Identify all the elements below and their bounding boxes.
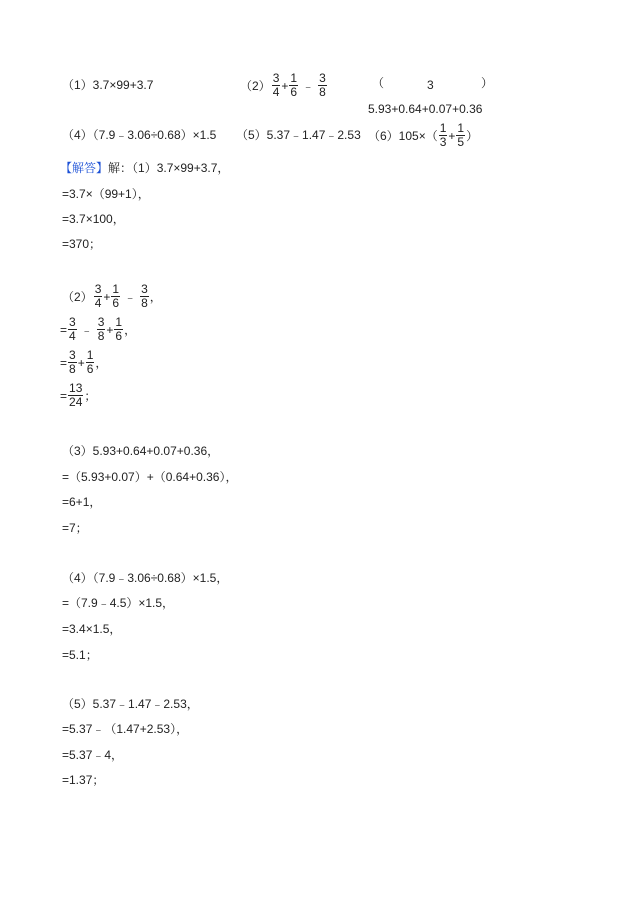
operator: ﹣: [302, 78, 315, 93]
solution-3-step-1: =（5.93+0.07）+（0.64+0.36），: [62, 470, 238, 484]
solution-2-step-1: [60, 316, 136, 343]
denominator: 4: [272, 85, 280, 99]
operator: +: [77, 355, 85, 370]
fraction: [318, 72, 327, 99]
solution-1-head: [60, 161, 229, 175]
answer-tag: 【解答】: [60, 161, 109, 175]
denominator: 6: [290, 85, 298, 99]
fraction: [86, 349, 95, 376]
solution-2-label: （2）: [62, 289, 93, 304]
punctuation: ；: [84, 388, 97, 403]
operator: +: [281, 78, 289, 93]
numerator: 3: [94, 282, 102, 296]
numerator: 1: [86, 348, 94, 362]
numerator: 3: [141, 282, 148, 296]
question-3: 5.93+0.64+0.07+0.36: [368, 102, 483, 116]
denominator: 3: [439, 135, 447, 149]
solution-1-step-2: =3.7×100，: [62, 212, 125, 226]
denominator: 8: [97, 329, 105, 343]
fraction: [68, 316, 77, 343]
fraction: [94, 283, 103, 310]
numerator: 1: [457, 121, 465, 135]
solution-5-step-1: =5.37﹣（1.47+2.53），: [62, 722, 189, 736]
solution-5-step-3: =1.37；: [62, 773, 105, 787]
solution-2-step-3: [60, 382, 96, 409]
question-3-number: 3: [427, 78, 434, 92]
close-paren: ）: [466, 128, 479, 143]
operator: +: [103, 289, 111, 304]
numerator: 1: [112, 282, 120, 296]
denominator: 5: [457, 135, 465, 149]
denominator: 8: [141, 296, 148, 310]
fraction: [140, 283, 149, 310]
numerator: 3: [69, 315, 76, 329]
solution-2-step-2: [60, 349, 107, 376]
numerator: 1: [439, 121, 447, 135]
solution-4-step-3: =5.1；: [62, 648, 98, 662]
question-2: [240, 72, 328, 99]
punctuation: ，: [149, 289, 162, 304]
denominator: 8: [69, 362, 76, 376]
solution-3-step-2: =6+1，: [62, 495, 102, 509]
numerator: 3: [272, 71, 280, 85]
punctuation: ，: [95, 355, 108, 370]
operator: +: [106, 322, 114, 337]
operator: ﹣: [80, 322, 93, 337]
numerator: 3: [97, 315, 105, 329]
solution-3-head: （3）5.93+0.64+0.07+0.36，: [62, 444, 220, 458]
denominator: 6: [112, 296, 120, 310]
operator: +: [448, 128, 456, 143]
numerator: 1: [290, 71, 298, 85]
question-2-label: （2）: [240, 78, 271, 93]
equals-sign: =: [60, 322, 68, 337]
question-6: [368, 122, 478, 149]
numerator: 3: [319, 71, 326, 85]
fraction: [272, 72, 281, 99]
fraction: [289, 72, 298, 99]
solution-1-step-1: =3.7×（99+1），: [62, 187, 150, 201]
numerator: 3: [69, 348, 76, 362]
punctuation: ，: [124, 322, 137, 337]
operator: ﹣: [124, 289, 137, 304]
question-1: （1）3.7×99+3.7: [62, 78, 154, 92]
question-4: （4）（7.9﹣3.06÷0.68）×1.5: [62, 128, 217, 142]
solution-1-expression: 解：（1）3.7×99+3.7，: [108, 161, 230, 175]
solution-1-step-3: =370；: [62, 237, 102, 251]
denominator: 8: [319, 85, 326, 99]
equals-sign: =: [60, 388, 68, 403]
solution-4-head: （4）（7.9﹣3.06÷0.68）×1.5，: [62, 571, 229, 585]
denominator: 6: [86, 362, 94, 376]
denominator: 4: [94, 296, 102, 310]
solution-4-step-1: =（7.9﹣4.5）×1.5，: [62, 596, 175, 610]
solution-4-step-2: =3.4×1.5，: [62, 622, 122, 636]
numerator: 1: [115, 315, 123, 329]
solution-5-head: （5）5.37﹣1.47﹣2.53，: [62, 697, 199, 711]
denominator: 4: [69, 329, 76, 343]
equals-sign: =: [60, 355, 68, 370]
solution-3-step-3: =7；: [62, 521, 88, 535]
fraction: [68, 349, 77, 376]
fraction: [68, 382, 83, 409]
question-6-label: （6）105×（: [368, 128, 438, 143]
solution-2-head: [62, 283, 162, 310]
question-5: （5）5.37﹣1.47﹣2.53: [236, 128, 361, 142]
numerator: 13: [69, 381, 83, 395]
denominator: 24: [69, 395, 83, 409]
fraction: [456, 122, 465, 149]
fraction: [114, 316, 123, 343]
fraction: [439, 122, 448, 149]
fraction: [97, 316, 106, 343]
question-3-close-paren: ）: [481, 76, 494, 90]
denominator: 6: [115, 329, 123, 343]
solution-5-step-2: =5.37﹣4，: [62, 748, 124, 762]
fraction: [111, 283, 120, 310]
question-3-open-paren: （: [372, 76, 385, 90]
